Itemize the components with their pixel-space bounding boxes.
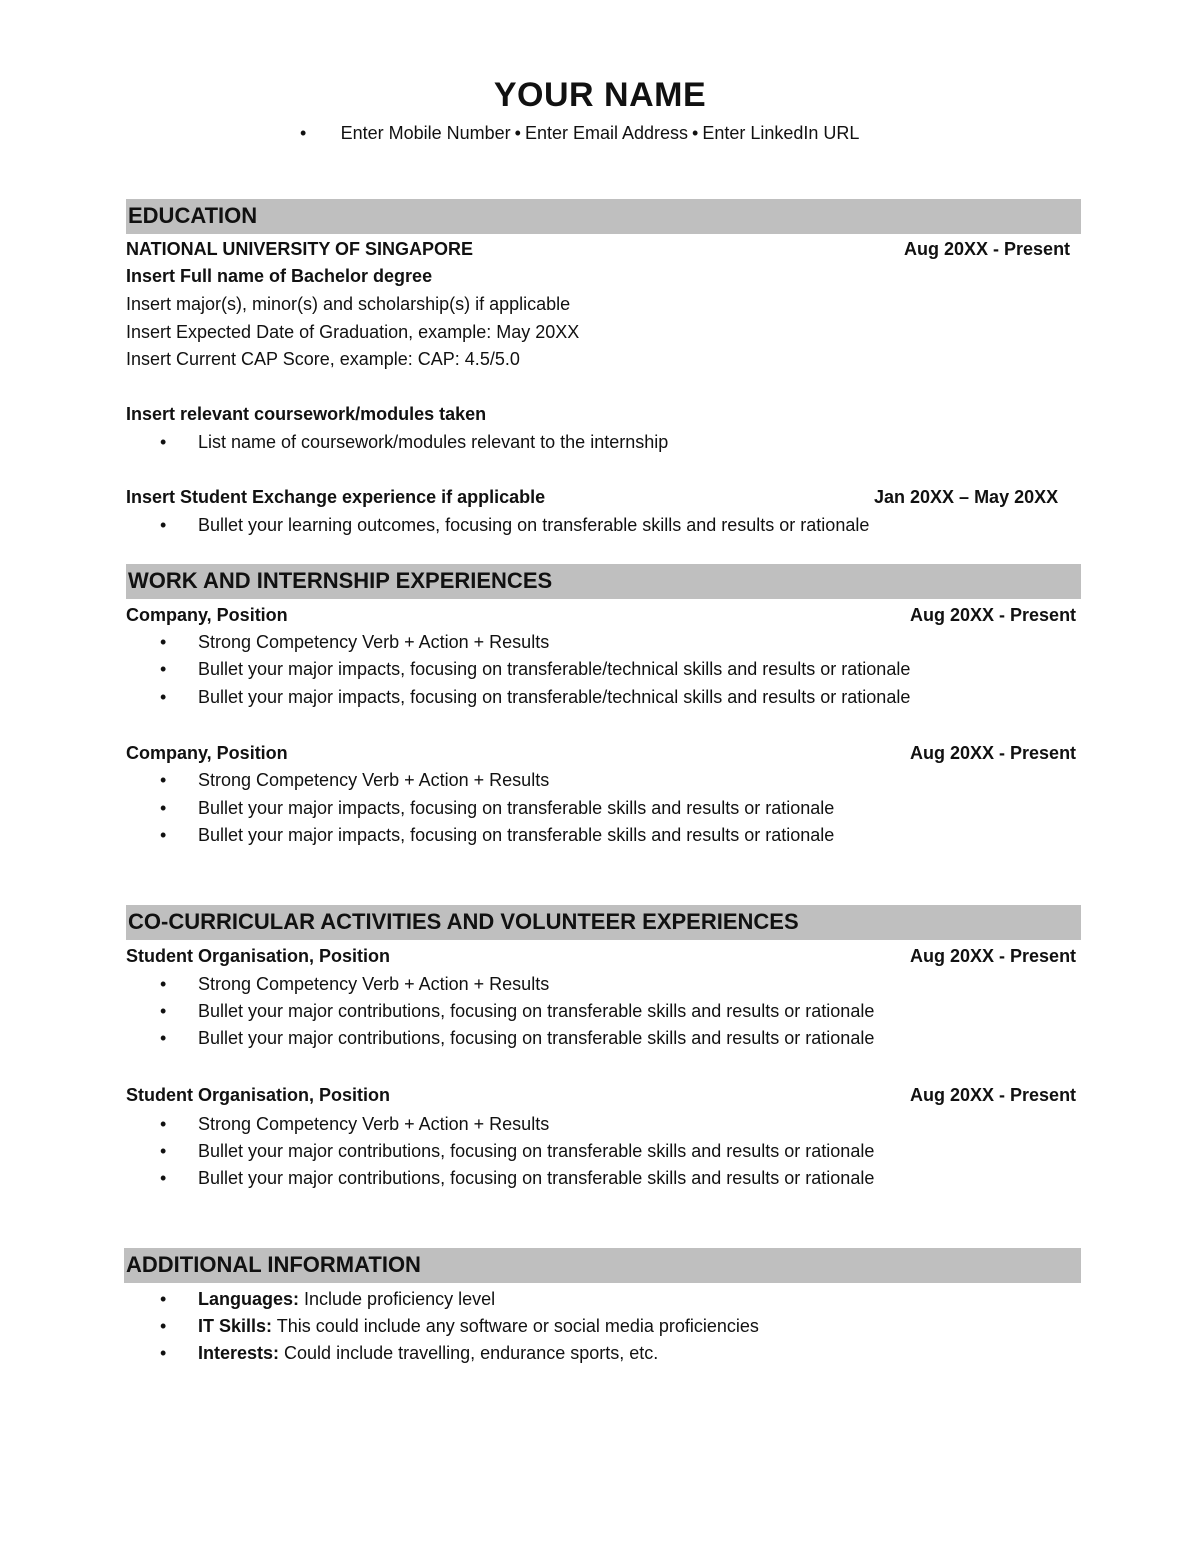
coursework-bullet: List name of coursework/modules relevant to the internship	[198, 432, 669, 452]
work-bullet: Bullet your major impacts, focusing on transferable skills and results or rationale	[198, 798, 835, 818]
mobile-number: Enter Mobile Number	[340, 123, 511, 143]
additional-item-label: Languages:	[198, 1289, 300, 1309]
graduation-line: Insert Expected Date of Graduation, example: May 20XX	[126, 322, 580, 342]
bullet-dot: •	[160, 798, 167, 818]
cca-bullet: Strong Competency Verb + Action + Results	[198, 974, 550, 994]
additional-item-text: Include proficiency level	[299, 1289, 496, 1309]
resume-name: YOUR NAME	[493, 76, 707, 114]
cca-entry-heading: Student Organisation, Position	[126, 946, 391, 966]
cca-section-header	[126, 905, 1081, 940]
work-bullet: Strong Competency Verb + Action + Results	[198, 770, 550, 790]
cca-bullet: Bullet your major contributions, focusing on transferable skills and results or rationale	[198, 1168, 875, 1188]
cca-bullet: Bullet your major contributions, focusing on transferable skills and results or rationale	[198, 1028, 875, 1048]
additional-item	[198, 1314, 759, 1338]
bullet-dot: •	[160, 1001, 167, 1021]
additional-item-text: Could include travelling, endurance sports, etc.	[279, 1343, 659, 1363]
work-entry-date: Aug 20XX - Present	[910, 605, 1077, 625]
bullet-dot: •	[160, 1289, 167, 1309]
university-date: Aug 20XX - Present	[904, 239, 1071, 259]
separator-dot: •	[692, 123, 699, 143]
additional-title: ADDITIONAL INFORMATION	[126, 1252, 421, 1277]
contact-line	[0, 123, 1200, 144]
cca-entry-date: Aug 20XX - Present	[910, 1085, 1077, 1105]
bullet-dot: •	[160, 432, 167, 452]
additional-section-header	[124, 1248, 1081, 1283]
bullet-dot: •	[160, 770, 167, 790]
work-bullet: Bullet your major impacts, focusing on transferable skills and results or rationale	[198, 825, 835, 845]
coursework-heading: Insert relevant coursework/modules taken	[126, 404, 487, 424]
bullet-dot: •	[160, 1343, 167, 1363]
cca-bullet: Strong Competency Verb + Action + Results	[198, 1114, 550, 1134]
bullet-dot: •	[160, 1114, 167, 1134]
email-address: Enter Email Address	[524, 123, 689, 143]
additional-item-label: Interests:	[198, 1343, 280, 1363]
bullet-dot: •	[160, 1316, 167, 1336]
bullet-dot: •	[160, 659, 167, 679]
bullet-dot: •	[160, 974, 167, 994]
cca-entry-date: Aug 20XX - Present	[910, 946, 1077, 966]
work-entry-heading: Company, Position	[126, 743, 288, 763]
cca-entry-heading: Student Organisation, Position	[126, 1085, 391, 1105]
bullet-dot: •	[160, 515, 167, 535]
exchange-heading: Insert Student Exchange experience if applicable	[126, 487, 546, 507]
bullet-dot: •	[300, 123, 307, 143]
additional-item	[198, 1287, 495, 1311]
work-bullet: Bullet your major impacts, focusing on transferable/technical skills and results or rationale	[198, 659, 911, 679]
bullet-dot: •	[160, 687, 167, 707]
bullet-dot: •	[160, 632, 167, 652]
work-entry-heading: Company, Position	[126, 605, 288, 625]
exchange-date: Jan 20XX – May 20XX	[874, 487, 1059, 507]
additional-item	[198, 1341, 658, 1365]
bullet-dot: •	[160, 1168, 167, 1188]
majors-line: Insert major(s), minor(s) and scholarship(s) if applicable	[126, 294, 571, 314]
cca-title: CO-CURRICULAR ACTIVITIES AND VOLUNTEER EXPERIENCES	[128, 909, 799, 934]
linkedin-url: Enter LinkedIn URL	[702, 123, 860, 143]
work-section-header	[126, 564, 1081, 599]
exchange-bullet: Bullet your learning outcomes, focusing on transferable skills and results or rationale	[198, 515, 870, 535]
cap-line: Insert Current CAP Score, example: CAP: 4.5/5.0	[126, 349, 520, 369]
degree-name: Insert Full name of Bachelor degree	[126, 266, 433, 286]
work-title: WORK AND INTERNSHIP EXPERIENCES	[128, 568, 553, 593]
bullet-dot: •	[160, 1028, 167, 1048]
work-entry-date: Aug 20XX - Present	[910, 743, 1077, 763]
university-name: NATIONAL UNIVERSITY OF SINGAPORE	[126, 239, 474, 259]
additional-item-text: This could include any software or social media proficiencies	[272, 1316, 759, 1336]
separator-dot: •	[514, 123, 521, 143]
cca-bullet: Bullet your major contributions, focusing on transferable skills and results or rationale	[198, 1001, 875, 1021]
additional-item-label: IT Skills:	[198, 1316, 273, 1336]
education-section-header	[126, 199, 1081, 234]
bullet-dot: •	[160, 1141, 167, 1161]
cca-bullet: Bullet your major contributions, focusing on transferable skills and results or rationale	[198, 1141, 875, 1161]
work-bullet: Bullet your major impacts, focusing on transferable/technical skills and results or rationale	[198, 687, 911, 707]
education-title: EDUCATION	[128, 203, 258, 228]
work-bullet: Strong Competency Verb + Action + Results	[198, 632, 550, 652]
bullet-dot: •	[160, 825, 167, 845]
